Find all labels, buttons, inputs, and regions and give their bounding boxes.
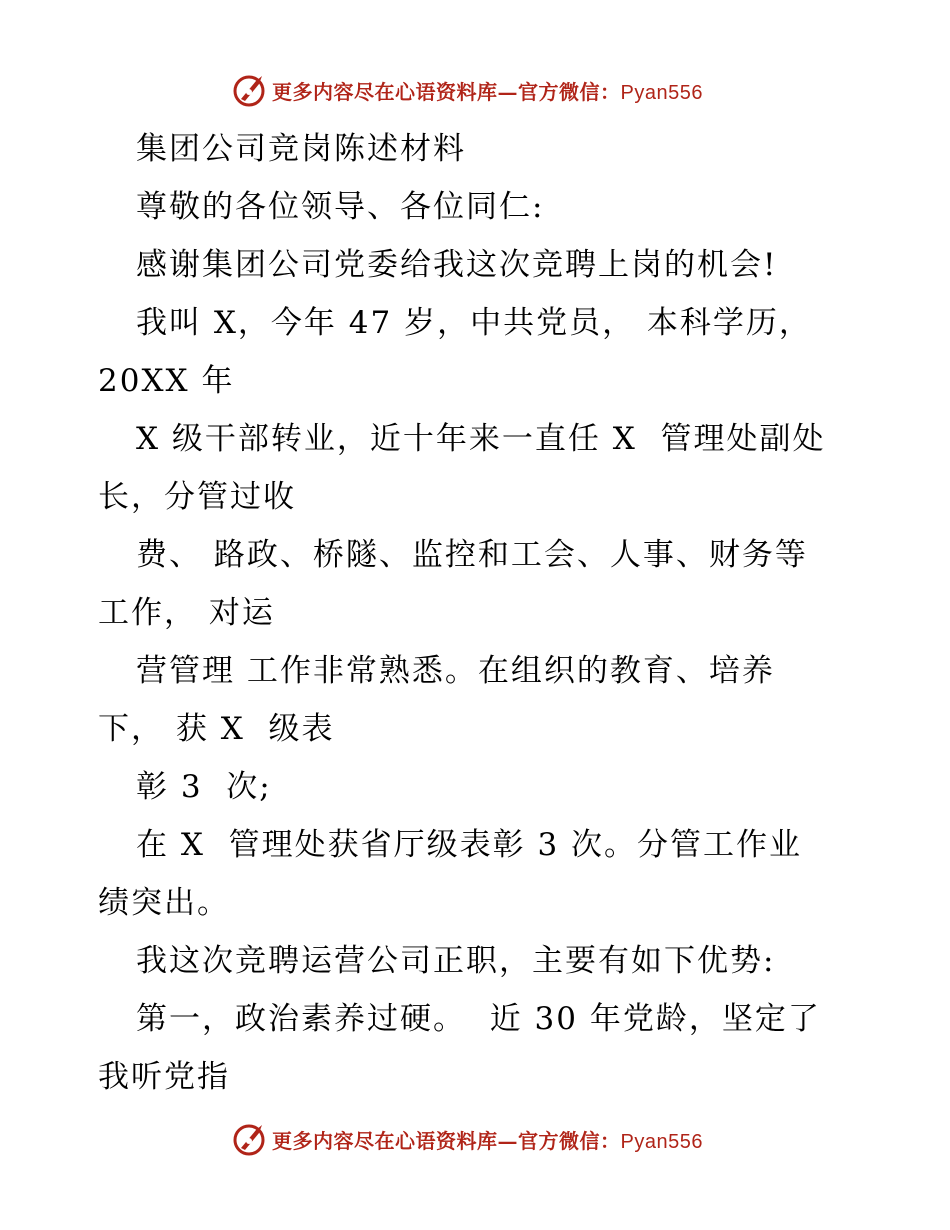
text-line: 下， 获 X 级表 — [98, 711, 335, 747]
text-line: 费、 路政、桥隧、监控和工会、人事、财务等 — [136, 537, 808, 573]
banner-text: 更多内容尽在心语资料库—官方微信：Pyan556 — [272, 79, 703, 104]
banner-text: 更多内容尽在心语资料库—官方微信：Pyan556 — [272, 1128, 703, 1153]
text-line: 长，分管过收 — [98, 479, 296, 515]
text-line: 20XX 年 — [98, 363, 235, 399]
text-line: 营管理 工作非常熟悉。在组织的教育、培养 — [136, 653, 775, 689]
footer-banner — [232, 1119, 712, 1159]
document-title: 集团公司竞岗陈述材料 — [136, 131, 466, 167]
quill-logo-icon — [232, 72, 268, 108]
text-line: X 级干部转业，近十年来一直任 X 管理处副处 — [136, 421, 826, 457]
text-line: 感谢集团公司党委给我这次竞聘上岗的机会! — [136, 247, 778, 283]
header-banner — [232, 70, 712, 110]
text-line: 绩突出。 — [98, 885, 230, 921]
salutation: 尊敬的各位领导、各位同仁: — [136, 189, 545, 225]
text-line: 彰 3 次; — [136, 769, 272, 805]
text-line: 在 X 管理处获省厅级表彰 3 次。分管工作业 — [136, 827, 803, 863]
text-line: 工作， 对运 — [98, 595, 275, 631]
text-line: 我这次竞聘运营公司正职，主要有如下优势: — [136, 943, 776, 979]
text-line: 我听党指 — [98, 1059, 230, 1095]
text-line: 第一，政治素养过硬。 近 30 年党龄，坚定了 — [136, 1001, 821, 1037]
document-body — [98, 124, 868, 1110]
text-line: 我叫 X，今年 47 岁，中共党员， 本科学历， — [136, 305, 812, 341]
quill-logo-icon — [232, 1121, 268, 1157]
